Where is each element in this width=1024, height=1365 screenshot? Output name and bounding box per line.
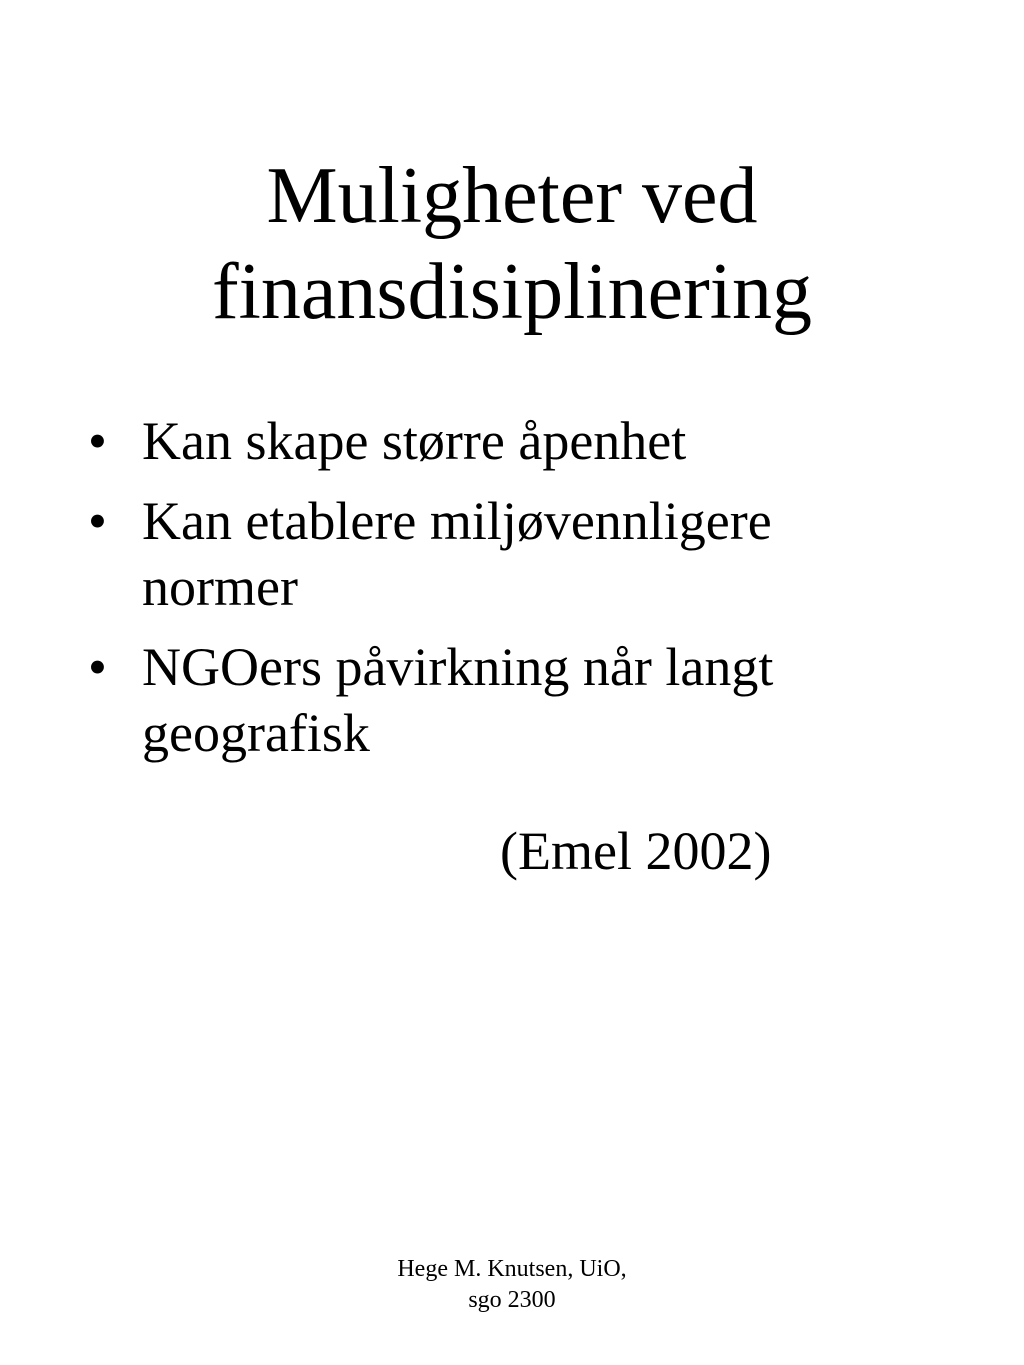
- slide-title: [0, 148, 1024, 340]
- bullet-icon: •: [88, 411, 107, 471]
- bullet-item: [88, 634, 988, 766]
- bullet-item: [88, 408, 988, 474]
- slide-title-line: finansdisiplinering: [212, 248, 812, 336]
- citation: (Emel 2002): [500, 821, 772, 881]
- bullet-text: Kan etablere miljøvennligere: [142, 491, 772, 551]
- slide-title-line: Muligheter ved: [266, 152, 758, 240]
- bullet-item: [88, 488, 988, 620]
- slide-footer: [312, 1254, 712, 1316]
- bullet-text: normer: [142, 557, 298, 617]
- bullet-text: geografisk: [142, 703, 370, 763]
- bullet-icon: •: [88, 637, 107, 697]
- bullet-text: NGOers påvirkning når langt: [142, 637, 774, 697]
- bullet-text: Kan skape større åpenhet: [142, 411, 687, 471]
- footer-line: Hege M. Knutsen, UiO,: [397, 1256, 627, 1282]
- footer-line: sgo 2300: [468, 1287, 556, 1313]
- bullet-list: [88, 408, 988, 780]
- bullet-icon: •: [88, 491, 107, 551]
